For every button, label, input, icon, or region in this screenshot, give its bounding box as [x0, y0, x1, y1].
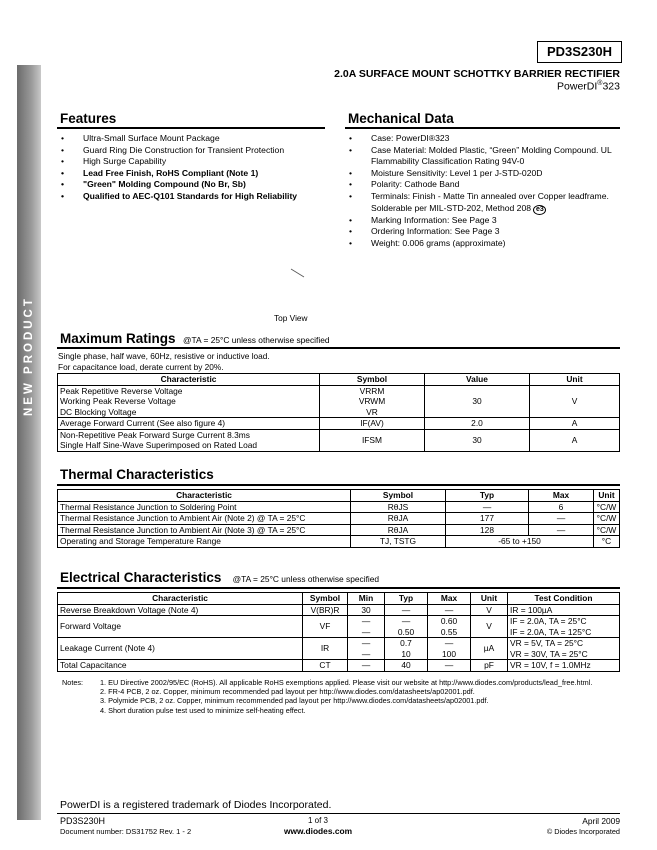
electrical-table	[57, 592, 620, 672]
mechanical-title: Mechanical Data	[348, 111, 454, 126]
table-row: Operating and Storage Temperature Range TJ, TSTG -65 to +150 °C	[58, 536, 620, 548]
max-ratings-table	[57, 373, 620, 452]
feature-item: • Ultra-Small Surface Mount Package	[58, 133, 328, 145]
max-ratings-title: Maximum Ratings @TA = 25°C unless otherwise specified	[60, 331, 330, 346]
table-row: Leakage Current (Note 4) IR — — 0.7 10 — 100 µA VR = 5V, TA = 25°C VR = 30V, TA = 25°C	[58, 638, 620, 660]
mechanical-item: • Ordering Information: See Page 3	[346, 226, 618, 238]
table-row: Thermal Resistance Junction to Ambient Air (Note 3) @ TA = 25°C RθJA 128 — °C/W	[58, 524, 620, 536]
footer-part-number: PD3S230H	[60, 816, 106, 826]
package-name: PowerDI®323	[557, 80, 620, 93]
mechanical-item: • Case Material: Molded Plastic, “Green” Molding Compound. UL Flammability Classification Rating 94V-0	[346, 145, 618, 168]
feature-item: • Lead Free Finish, RoHS Compliant (Note 1)	[58, 168, 328, 180]
footer-date: April 2009	[582, 816, 620, 826]
mechanical-item: • Terminals: Finish - Matte Tin annealed over Copper leadframe. Solderable per MIL-STD-202, Method 208 e3	[346, 191, 618, 215]
features-underline	[57, 127, 325, 129]
notes-block	[62, 678, 652, 718]
table-row: Non-Repetitive Peak Forward Surge Current 8.3ms Single Half Sine-Wave Superimposed on Rated Load IFSM 30 A	[58, 429, 620, 451]
max-ratings-underline	[57, 347, 620, 349]
note-item: 2. FR-4 PCB, 2 oz. Copper, minimum recommended pad layout per http://www.diodes.com/datasheets/ap02001.pdf.	[100, 687, 475, 697]
top-view-caption: Top View	[274, 313, 308, 323]
mechanical-list	[346, 133, 618, 249]
mechanical-item: • Case: PowerDI®323	[346, 133, 618, 145]
features-title: Features	[60, 111, 117, 126]
footer-copyright: © Diodes Incorporated	[546, 827, 620, 836]
notes-label: Notes:	[62, 678, 84, 687]
max-ratings-condition: @TA = 25°C unless otherwise specified	[183, 335, 330, 345]
table-header-row: Characteristic Symbol Min Typ Max Unit Test Condition	[58, 593, 620, 605]
table-row: Reverse Breakdown Voltage (Note 4) V(BR)R 30 — — V IR = 100µA	[58, 604, 620, 616]
table-header-row: Characteristic Symbol Typ Max Unit	[58, 490, 620, 502]
footer-website: www.diodes.com	[283, 826, 353, 836]
features-list	[58, 133, 328, 203]
feature-item: • High Surge Capability	[58, 156, 328, 168]
table-header-row: Characteristic Symbol Value Unit	[58, 374, 620, 386]
table-row: Forward Voltage VF — — — 0.50 0.60 0.55 V IF = 2.0A, TA = 25°C IF = 2.0A, TA = 125°C	[58, 616, 620, 638]
e3-mark-icon: e3	[533, 205, 546, 215]
sidebar-label: NEW PRODUCT	[23, 296, 35, 416]
table-row: Total Capacitance CT — 40 — pF VR = 10V, f = 1.0MHz	[58, 660, 620, 672]
mechanical-underline	[345, 127, 620, 129]
note-item: 4. Short duration pulse test used to minimize self-heating effect.	[100, 705, 306, 715]
trademark-notice: PowerDI is a registered trademark of Diodes Incorporated.	[60, 799, 332, 811]
mechanical-item: • Weight: 0.006 grams (approximate)	[346, 238, 618, 250]
thermal-underline	[57, 484, 620, 486]
table-row: Thermal Resistance Junction to Soldering Point RθJS — 6 °C/W	[58, 501, 620, 513]
thermal-table	[57, 489, 620, 548]
feature-item: • Qualified to AEC-Q101 Standards for High Reliability	[58, 191, 328, 203]
max-ratings-notes: Single phase, half wave, 60Hz, resistive or inductive load. For capacitance load, derate current by 20%.	[58, 351, 270, 372]
mechanical-item: • Moisture Sensitivity: Level 1 per J-STD-020D	[346, 168, 618, 180]
table-row: Thermal Resistance Junction to Ambient Air (Note 2) @ TA = 25°C RθJA 177 — °C/W	[58, 513, 620, 525]
document-title: 2.0A SURFACE MOUNT SCHOTTKY BARRIER RECTIFIER	[334, 68, 620, 80]
footer-page-number: 1 of 3	[307, 816, 328, 825]
footer-divider	[57, 813, 620, 814]
new-product-sidebar	[17, 65, 41, 820]
mechanical-item: • Polarity: Cathode Band	[346, 179, 618, 191]
mechanical-item: • Marking Information: See Page 3	[346, 215, 618, 227]
feature-item: • Guard Ring Die Construction for Transient Protection	[58, 145, 328, 157]
thermal-title: Thermal Characteristics	[60, 467, 214, 482]
note-item: 3. Polymide PCB, 2 oz. Copper, minimum recommended pad layout per http://www.diodes.com/datasheets/ap02001.pdf.	[100, 696, 489, 706]
table-row: Average Forward Current (See also figure 4) IF(AV) 2.0 A	[58, 418, 620, 430]
note-item: 1. EU Directive 2002/95/EC (RoHS). All applicable RoHS exemptions applied. Please visit our website at http://www.diodes.com/products/lead_free.html.	[100, 678, 593, 687]
electrical-underline	[57, 587, 620, 589]
electrical-title: Electrical Characteristics @TA = 25°C unless otherwise specified	[60, 570, 380, 585]
feature-item: • "Green" Molding Compound (No Br, Sb)	[58, 179, 328, 191]
table-row: Peak Repetitive Reverse Voltage Working Peak Reverse Voltage DC Blocking Voltage VRRM VRWM VR 30 V	[58, 385, 620, 418]
package-image	[288, 266, 308, 280]
electrical-condition: @TA = 25°C unless otherwise specified	[232, 574, 380, 584]
footer-doc-number: Document number: DS31752 Rev. 1 - 2	[60, 827, 192, 836]
part-number-box: PD3S230H	[537, 41, 622, 63]
